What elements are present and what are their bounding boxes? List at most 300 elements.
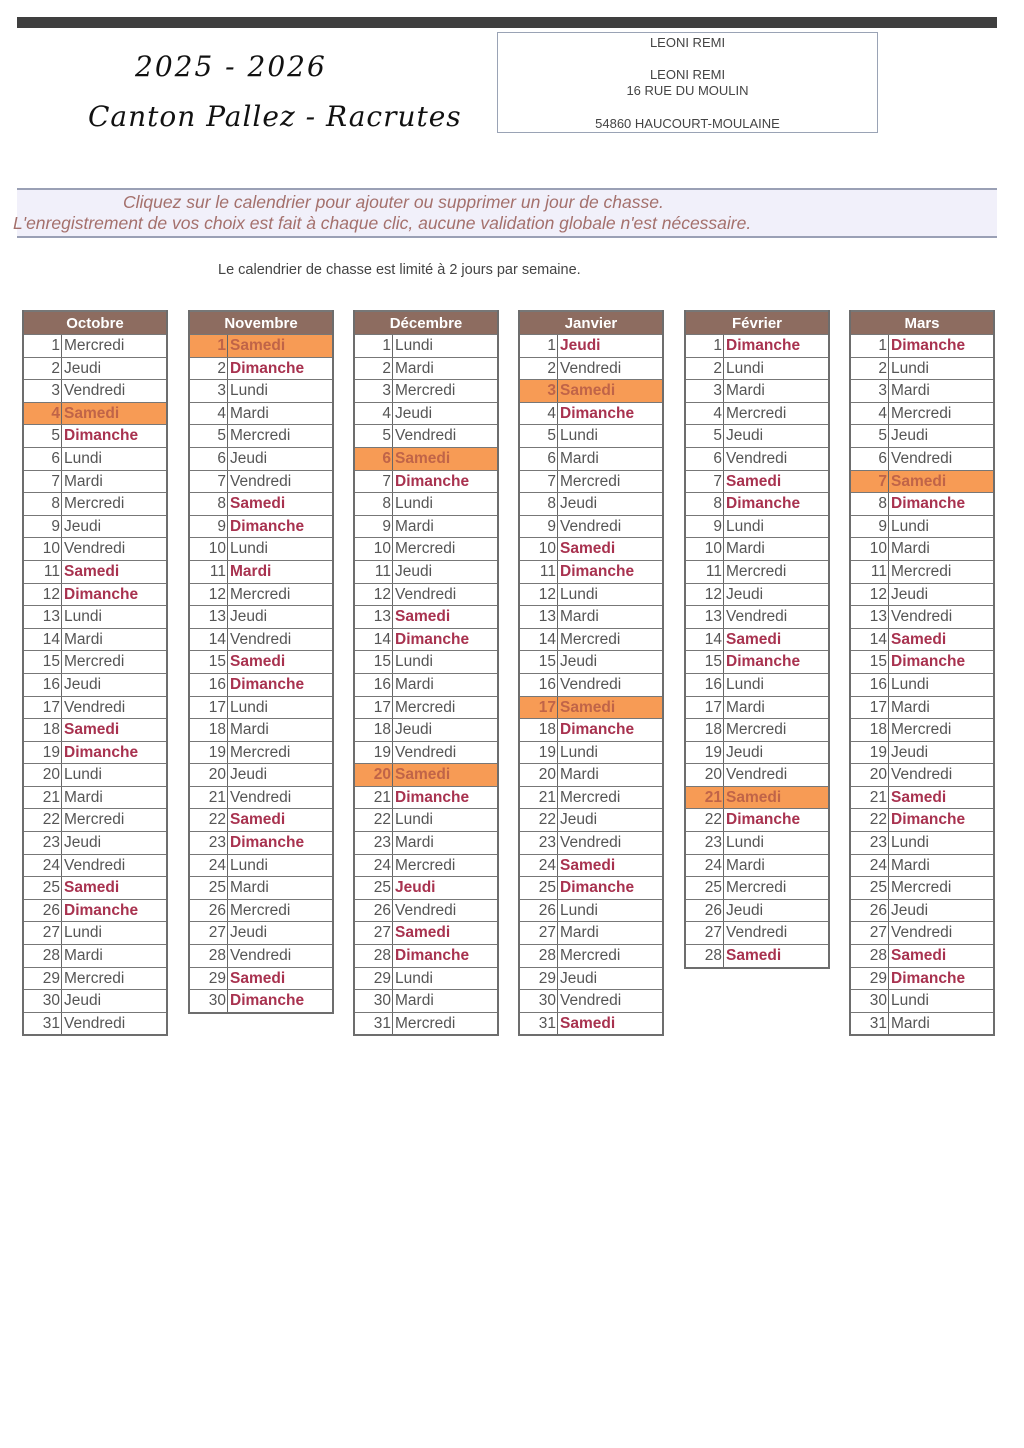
day-name: Mardi [64,788,103,806]
day-cell[interactable] [520,379,662,402]
day-cell[interactable] [686,515,828,538]
day-cell[interactable] [520,921,662,944]
day-cell[interactable] [520,334,662,357]
day-cell[interactable] [686,583,828,606]
day-cell[interactable] [851,989,993,1012]
day-cell[interactable] [851,537,993,560]
day-cell[interactable] [355,718,497,741]
day-number: 14 [24,629,62,651]
month-header: Décembre [355,310,497,334]
day-cell[interactable] [24,560,166,583]
day-cell[interactable] [24,673,166,696]
day-name: Mercredi [395,1014,456,1032]
day-cell[interactable] [190,876,332,899]
day-number: 22 [851,809,889,831]
day-name: Mardi [395,517,434,535]
day-cell[interactable] [190,379,332,402]
day-cell[interactable] [190,854,332,877]
day-cell[interactable] [520,492,662,515]
handwritten-season: 2025 - 2026 [135,50,327,83]
day-cell[interactable] [190,583,332,606]
day-cell[interactable] [851,944,993,967]
day-cell[interactable] [355,1012,497,1035]
day-cell[interactable] [355,537,497,560]
day-name: Lundi [891,517,929,535]
day-name: Jeudi [64,359,102,377]
day-cell[interactable] [851,402,993,425]
day-cell[interactable] [520,424,662,447]
day-cell[interactable] [686,696,828,719]
day-number: 19 [686,742,724,764]
day-name: Dimanche [230,992,305,1010]
day-cell[interactable] [355,831,497,854]
day-cell[interactable] [355,402,497,425]
day-number: 23 [355,832,393,854]
day-cell[interactable] [851,650,993,673]
day-number: 13 [686,606,724,628]
day-number: 2 [520,358,558,380]
day-cell[interactable] [190,537,332,560]
day-cell[interactable] [355,515,497,538]
day-cell[interactable] [686,921,828,944]
day-cell[interactable] [686,628,828,651]
day-number: 13 [24,606,62,628]
day-cell[interactable] [24,515,166,538]
day-number: 27 [24,922,62,944]
day-number: 3 [851,380,889,402]
limit-note: Le calendrier de chasse est limité à 2 jours par semaine. [218,262,581,278]
day-number: 27 [686,922,724,944]
day-cell[interactable] [24,944,166,967]
day-name: Mercredi [64,337,125,354]
day-cell[interactable] [851,876,993,899]
day-number: 29 [520,968,558,990]
day-cell[interactable] [520,560,662,583]
day-cell[interactable] [851,357,993,380]
day-cell[interactable] [851,470,993,493]
day-name: Mercredi [560,947,621,965]
day-cell[interactable] [520,402,662,425]
day-name: Dimanche [64,427,139,445]
day-name: Vendredi [395,743,457,761]
banner-line-1: Cliquez sur le calendrier pour ajouter ou supprimer un jour de chasse. [123,192,664,212]
month-header: Octobre [24,310,166,334]
day-cell[interactable] [355,492,497,515]
day-cell[interactable] [686,424,828,447]
day-cell[interactable] [520,537,662,560]
day-cell[interactable] [851,1012,993,1035]
day-name: Vendredi [64,856,126,874]
day-cell[interactable] [355,899,497,922]
day-cell[interactable] [24,967,166,990]
day-cell[interactable] [24,650,166,673]
day-number: 11 [190,561,228,583]
day-cell[interactable] [190,628,332,651]
day-name: Lundi [560,585,598,603]
day-cell[interactable] [190,786,332,809]
day-cell[interactable] [355,560,497,583]
day-cell[interactable] [190,718,332,741]
day-cell[interactable] [686,899,828,922]
day-number: 28 [851,945,889,967]
day-number: 28 [190,945,228,967]
day-cell[interactable] [24,424,166,447]
day-number: 19 [24,742,62,764]
day-cell[interactable] [686,808,828,831]
day-cell[interactable] [190,696,332,719]
day-cell[interactable] [686,741,828,764]
day-number: 7 [520,471,558,493]
day-cell[interactable] [355,854,497,877]
day-name: Lundi [395,495,433,513]
day-cell[interactable] [851,334,993,357]
day-cell[interactable] [355,650,497,673]
day-cell[interactable] [686,944,828,967]
day-cell[interactable] [24,696,166,719]
day-cell[interactable] [190,560,332,583]
day-cell[interactable] [355,763,497,786]
day-cell[interactable] [851,560,993,583]
day-cell[interactable] [851,718,993,741]
day-cell[interactable] [686,470,828,493]
day-cell[interactable] [851,831,993,854]
day-cell[interactable] [355,583,497,606]
handwritten-canton: Canton Pallez - Racrutes [88,100,462,133]
day-cell[interactable] [851,628,993,651]
day-name: Vendredi [230,472,292,490]
day-cell[interactable] [520,944,662,967]
day-cell[interactable] [520,470,662,493]
day-number: 10 [24,538,62,560]
day-name: Lundi [891,675,929,693]
day-name: Mercredi [891,562,952,580]
day-name: Jeudi [64,675,102,693]
day-cell[interactable] [24,537,166,560]
day-name: Lundi [560,901,598,919]
day-cell[interactable] [686,447,828,470]
day-cell[interactable] [355,921,497,944]
day-name: Vendredi [395,901,457,919]
day-number: 26 [355,900,393,922]
day-number: 10 [686,538,724,560]
day-number: 21 [24,787,62,809]
day-cell[interactable] [520,763,662,786]
day-cell[interactable] [520,357,662,380]
day-cell[interactable] [686,650,828,673]
day-number: 19 [190,742,228,764]
day-name: Jeudi [560,337,601,354]
address-city: 54860 HAUCOURT-MOULAINE [595,116,780,131]
day-number: 16 [520,674,558,696]
day-cell[interactable] [686,379,828,402]
day-name: Mercredi [891,721,952,739]
day-name: Lundi [64,449,102,467]
day-number: 10 [355,538,393,560]
day-cell[interactable] [190,899,332,922]
day-cell[interactable] [520,628,662,651]
day-cell[interactable] [686,560,828,583]
day-cell[interactable] [686,763,828,786]
day-number: 24 [190,855,228,877]
month-column [353,310,499,1036]
day-name: Dimanche [726,811,801,829]
day-cell[interactable] [851,583,993,606]
day-cell[interactable] [520,673,662,696]
day-cell[interactable] [520,741,662,764]
day-cell[interactable] [24,763,166,786]
day-number: 12 [686,584,724,606]
day-name: Mardi [726,382,765,400]
day-number: 25 [520,877,558,899]
day-name: Jeudi [64,992,102,1010]
day-name: Jeudi [726,585,764,603]
day-number: 11 [355,561,393,583]
day-cell[interactable] [851,673,993,696]
day-cell[interactable] [190,357,332,380]
day-cell[interactable] [190,492,332,515]
day-number: 22 [24,809,62,831]
day-cell[interactable] [686,605,828,628]
day-name: Dimanche [395,472,470,490]
day-cell[interactable] [24,334,166,357]
day-name: Lundi [726,675,764,693]
day-number: 1 [851,335,889,357]
day-cell[interactable] [520,583,662,606]
day-name: Mercredi [395,382,456,400]
day-name: Lundi [726,359,764,377]
day-name: Dimanche [64,743,139,761]
day-number: 3 [686,380,724,402]
day-cell[interactable] [851,854,993,877]
day-cell[interactable] [520,808,662,831]
day-cell[interactable] [686,357,828,380]
day-cell[interactable] [851,763,993,786]
day-number: 24 [24,855,62,877]
day-cell[interactable] [355,944,497,967]
day-cell[interactable] [355,673,497,696]
day-cell[interactable] [520,989,662,1012]
day-number: 18 [686,719,724,741]
day-cell[interactable] [24,854,166,877]
day-cell[interactable] [24,470,166,493]
day-cell[interactable] [520,650,662,673]
day-cell[interactable] [24,786,166,809]
day-cell[interactable] [355,605,497,628]
day-cell[interactable] [686,673,828,696]
day-cell[interactable] [24,583,166,606]
day-name: Mercredi [64,653,125,671]
day-name: Lundi [395,969,433,987]
day-cell[interactable] [190,673,332,696]
day-cell[interactable] [190,831,332,854]
day-cell[interactable] [24,741,166,764]
day-cell[interactable] [520,967,662,990]
day-cell[interactable] [24,357,166,380]
day-cell[interactable] [24,447,166,470]
day-cell[interactable] [355,989,497,1012]
day-name: Vendredi [64,382,126,400]
day-cell[interactable] [355,696,497,719]
day-cell[interactable] [686,334,828,357]
day-cell[interactable] [24,379,166,402]
day-cell[interactable] [355,334,497,357]
day-cell[interactable] [851,696,993,719]
day-cell[interactable] [355,424,497,447]
day-name: Jeudi [891,427,929,445]
day-cell[interactable] [520,696,662,719]
day-number: 27 [520,922,558,944]
day-cell[interactable] [190,650,332,673]
day-cell[interactable] [851,808,993,831]
day-number: 12 [520,584,558,606]
day-number: 7 [686,471,724,493]
day-cell[interactable] [851,379,993,402]
day-name: Jeudi [64,517,102,535]
day-cell[interactable] [24,831,166,854]
day-cell[interactable] [355,470,497,493]
day-name: Dimanche [726,337,801,354]
day-cell[interactable] [851,967,993,990]
day-number: 26 [520,900,558,922]
day-name: Samedi [230,337,286,354]
day-cell[interactable] [520,786,662,809]
day-cell[interactable] [355,379,497,402]
day-cell[interactable] [851,424,993,447]
day-cell[interactable] [355,357,497,380]
day-cell[interactable] [355,628,497,651]
day-cell[interactable] [24,718,166,741]
day-cell[interactable] [686,718,828,741]
day-cell[interactable] [190,605,332,628]
day-name: Mardi [726,540,765,558]
day-number: 6 [851,448,889,470]
day-cell[interactable] [190,989,332,1012]
day-name: Mardi [891,1014,930,1032]
day-name: Dimanche [230,517,305,535]
day-number: 2 [686,358,724,380]
day-cell[interactable] [190,808,332,831]
day-name: Jeudi [726,743,764,761]
day-cell[interactable] [355,741,497,764]
day-number: 16 [851,674,889,696]
day-cell[interactable] [851,515,993,538]
day-cell[interactable] [190,944,332,967]
day-name: Samedi [726,472,782,490]
day-cell[interactable] [190,470,332,493]
day-name: Mercredi [726,721,787,739]
day-number: 1 [355,335,393,357]
day-cell[interactable] [24,921,166,944]
day-cell[interactable] [355,876,497,899]
day-cell[interactable] [24,989,166,1012]
day-number: 23 [520,832,558,854]
day-name: Jeudi [230,766,268,784]
day-name: Samedi [64,404,120,422]
day-cell[interactable] [520,605,662,628]
day-cell[interactable] [520,876,662,899]
day-cell[interactable] [24,808,166,831]
day-cell[interactable] [190,515,332,538]
day-name: Dimanche [395,947,470,965]
day-cell[interactable] [190,424,332,447]
day-cell[interactable] [686,854,828,877]
day-cell[interactable] [686,831,828,854]
day-cell[interactable] [24,876,166,899]
day-cell[interactable] [190,763,332,786]
day-cell[interactable] [686,876,828,899]
day-name: Mardi [560,449,599,467]
day-cell[interactable] [851,447,993,470]
day-cell[interactable] [520,718,662,741]
day-name: Dimanche [395,788,470,806]
day-number: 22 [355,809,393,831]
day-cell[interactable] [24,899,166,922]
day-cell[interactable] [190,921,332,944]
day-cell[interactable] [355,967,497,990]
day-number: 4 [24,403,62,425]
day-cell[interactable] [520,831,662,854]
day-cell[interactable] [520,854,662,877]
day-cell[interactable] [520,1012,662,1035]
day-cell[interactable] [851,741,993,764]
day-cell[interactable] [24,628,166,651]
day-name: Samedi [891,788,947,806]
day-cell[interactable] [24,492,166,515]
day-cell[interactable] [851,492,993,515]
day-number: 23 [851,832,889,854]
day-cell[interactable] [355,786,497,809]
day-cell[interactable] [190,967,332,990]
day-name: Mardi [560,608,599,626]
day-cell[interactable] [24,1012,166,1035]
day-cell[interactable] [355,808,497,831]
day-name: Mardi [395,675,434,693]
day-cell[interactable] [355,447,497,470]
day-cell[interactable] [686,492,828,515]
day-name: Dimanche [891,495,966,513]
day-name: Vendredi [560,675,622,693]
day-name: Samedi [395,608,451,626]
day-name: Jeudi [560,653,598,671]
day-cell[interactable] [520,447,662,470]
day-cell[interactable] [190,402,332,425]
day-cell[interactable] [190,447,332,470]
day-cell[interactable] [190,741,332,764]
day-cell[interactable] [24,402,166,425]
day-cell[interactable] [686,402,828,425]
day-name: Samedi [395,766,451,784]
day-number: 5 [355,425,393,447]
day-cell[interactable] [520,515,662,538]
day-cell[interactable] [190,334,332,357]
day-number: 17 [24,697,62,719]
day-cell[interactable] [851,786,993,809]
day-cell[interactable] [686,537,828,560]
day-cell[interactable] [686,786,828,809]
day-name: Jeudi [230,449,268,467]
day-name: Dimanche [230,675,305,693]
day-number: 12 [851,584,889,606]
day-cell[interactable] [851,899,993,922]
day-cell[interactable] [851,921,993,944]
day-number: 24 [355,855,393,877]
day-number: 5 [190,425,228,447]
day-number: 17 [190,697,228,719]
day-cell[interactable] [24,605,166,628]
day-number: 14 [851,629,889,651]
day-cell[interactable] [851,605,993,628]
day-cell[interactable] [520,899,662,922]
